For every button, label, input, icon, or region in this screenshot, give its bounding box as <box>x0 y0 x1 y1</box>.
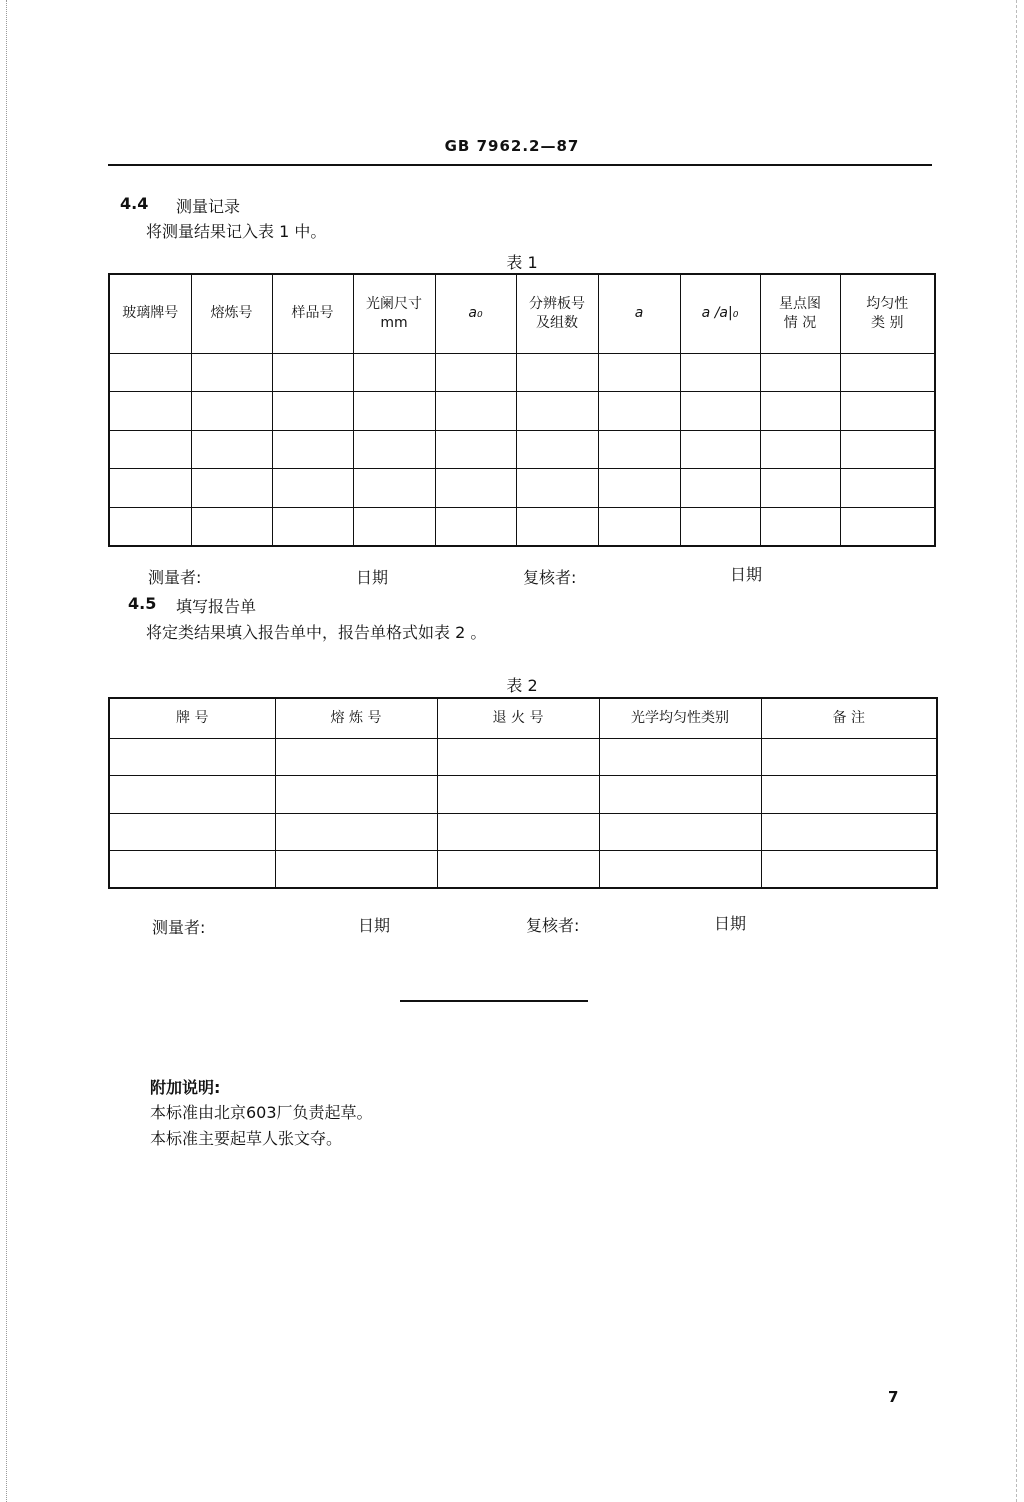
table-cell <box>680 392 760 431</box>
table-cell <box>680 353 760 392</box>
end-rule <box>400 1000 588 1002</box>
table-cell <box>272 469 353 508</box>
table-cell <box>272 430 353 469</box>
table2-header-cell: 熔 炼 号 <box>275 698 437 738</box>
table1-header-cell: 均匀性 类 别 <box>840 274 935 353</box>
table-cell <box>680 469 760 508</box>
table2-header-cell: 牌 号 <box>109 698 275 738</box>
table-row <box>109 738 937 775</box>
table-cell <box>437 813 599 850</box>
table1-header-cell: a₀ <box>435 274 516 353</box>
section-4-4-text: 将测量结果记入表 1 中。 <box>146 222 327 241</box>
table-cell <box>109 507 191 546</box>
table-cell <box>598 469 680 508</box>
appendix-title: 附加说明: <box>150 1078 221 1097</box>
table-row <box>109 507 935 546</box>
table2-header-cell: 备 注 <box>761 698 937 738</box>
table-row <box>109 776 937 813</box>
page-number: 7 <box>888 1388 899 1406</box>
table-cell <box>680 430 760 469</box>
table-cell <box>598 507 680 546</box>
table-cell <box>516 507 598 546</box>
table-cell <box>435 469 516 508</box>
table-cell <box>840 353 935 392</box>
table-cell <box>353 507 435 546</box>
table1 <box>108 273 936 547</box>
table-cell <box>437 851 599 888</box>
left-scan-edge <box>6 0 7 1502</box>
section-4-5-title: 填写报告单 <box>176 597 257 616</box>
table-cell <box>435 353 516 392</box>
table-cell <box>109 469 191 508</box>
table2-header-row <box>109 698 937 738</box>
table-cell <box>760 507 840 546</box>
table1-header-cell: 样品号 <box>272 274 353 353</box>
table-cell <box>437 738 599 775</box>
table2-header-cell: 退 火 号 <box>437 698 599 738</box>
section-4-5-number: 4.5 <box>128 594 157 613</box>
table1-header-cell: a <box>598 274 680 353</box>
table-cell <box>516 353 598 392</box>
table-row <box>109 813 937 850</box>
table-cell <box>760 353 840 392</box>
table-cell <box>599 776 761 813</box>
table1-header-cell: 分辨板号 及组数 <box>516 274 598 353</box>
table-cell <box>761 738 937 775</box>
table-row <box>109 430 935 469</box>
date-label: 日期 <box>714 914 747 933</box>
table-cell <box>599 738 761 775</box>
appendix-line: 本标准由北京603厂负责起草。 <box>150 1103 373 1122</box>
table1-header-cell: 星点图 情 况 <box>760 274 840 353</box>
table-cell <box>275 851 437 888</box>
table-cell <box>840 430 935 469</box>
table-cell <box>109 813 275 850</box>
table-cell <box>272 507 353 546</box>
table-cell <box>353 430 435 469</box>
table-cell <box>191 353 272 392</box>
table-cell <box>840 469 935 508</box>
table-cell <box>761 851 937 888</box>
table-cell <box>437 776 599 813</box>
table-cell <box>109 851 275 888</box>
table-cell <box>598 392 680 431</box>
table2 <box>108 697 938 889</box>
measurer-label: 测量者: <box>152 918 206 937</box>
table1-header-row <box>109 274 935 353</box>
table-cell <box>275 813 437 850</box>
table-row <box>109 851 937 888</box>
section-4-4-number: 4.4 <box>120 194 149 213</box>
table-cell <box>109 353 191 392</box>
table-cell <box>109 392 191 431</box>
table-cell <box>598 353 680 392</box>
table-cell <box>516 430 598 469</box>
section-4-5-text: 将定类结果填入报告单中，报告单格式如表 2 。 <box>146 623 487 642</box>
right-scan-edge <box>1016 0 1017 1502</box>
table1-header-cell: 熔炼号 <box>191 274 272 353</box>
table-cell <box>275 776 437 813</box>
table-cell <box>109 430 191 469</box>
table-cell <box>761 813 937 850</box>
table-cell <box>109 738 275 775</box>
table1-caption: 表 1 <box>506 253 538 272</box>
header-rule <box>108 164 932 166</box>
table-cell <box>275 738 437 775</box>
table-cell <box>680 507 760 546</box>
table-cell <box>516 392 598 431</box>
table-cell <box>353 392 435 431</box>
document-header: GB 7962.2—87 <box>444 137 580 155</box>
table-cell <box>598 430 680 469</box>
table-cell <box>353 469 435 508</box>
table-cell <box>353 353 435 392</box>
measurer-label: 测量者: <box>148 568 202 587</box>
table-cell <box>435 392 516 431</box>
table-cell <box>272 392 353 431</box>
date-label: 日期 <box>730 565 763 584</box>
reviewer-label: 复核者: <box>523 568 577 587</box>
table-cell <box>191 392 272 431</box>
table-cell <box>191 469 272 508</box>
table-row <box>109 353 935 392</box>
table1-header-cell: a /a|₀ <box>680 274 760 353</box>
date-label: 日期 <box>356 568 389 587</box>
table-cell <box>435 507 516 546</box>
date-label: 日期 <box>358 916 391 935</box>
appendix-line: 本标准主要起草人张文夺。 <box>150 1129 343 1148</box>
table-cell <box>109 776 275 813</box>
table-cell <box>760 430 840 469</box>
table-cell <box>516 469 598 508</box>
table-cell <box>761 776 937 813</box>
table-cell <box>840 392 935 431</box>
table-cell <box>191 430 272 469</box>
table-cell <box>191 507 272 546</box>
table-cell <box>599 851 761 888</box>
table-cell <box>760 392 840 431</box>
table-row <box>109 469 935 508</box>
table-cell <box>760 469 840 508</box>
table-cell <box>599 813 761 850</box>
table-cell <box>272 353 353 392</box>
table-cell <box>435 430 516 469</box>
table-row <box>109 392 935 431</box>
reviewer-label: 复核者: <box>526 916 580 935</box>
table2-header-cell: 光学均匀性类别 <box>599 698 761 738</box>
section-4-4-title: 测量记录 <box>176 197 241 216</box>
table-cell <box>840 507 935 546</box>
table1-header-cell: 玻璃牌号 <box>109 274 191 353</box>
table2-caption: 表 2 <box>506 676 538 695</box>
table1-header-cell: 光阑尺寸 mm <box>353 274 435 353</box>
